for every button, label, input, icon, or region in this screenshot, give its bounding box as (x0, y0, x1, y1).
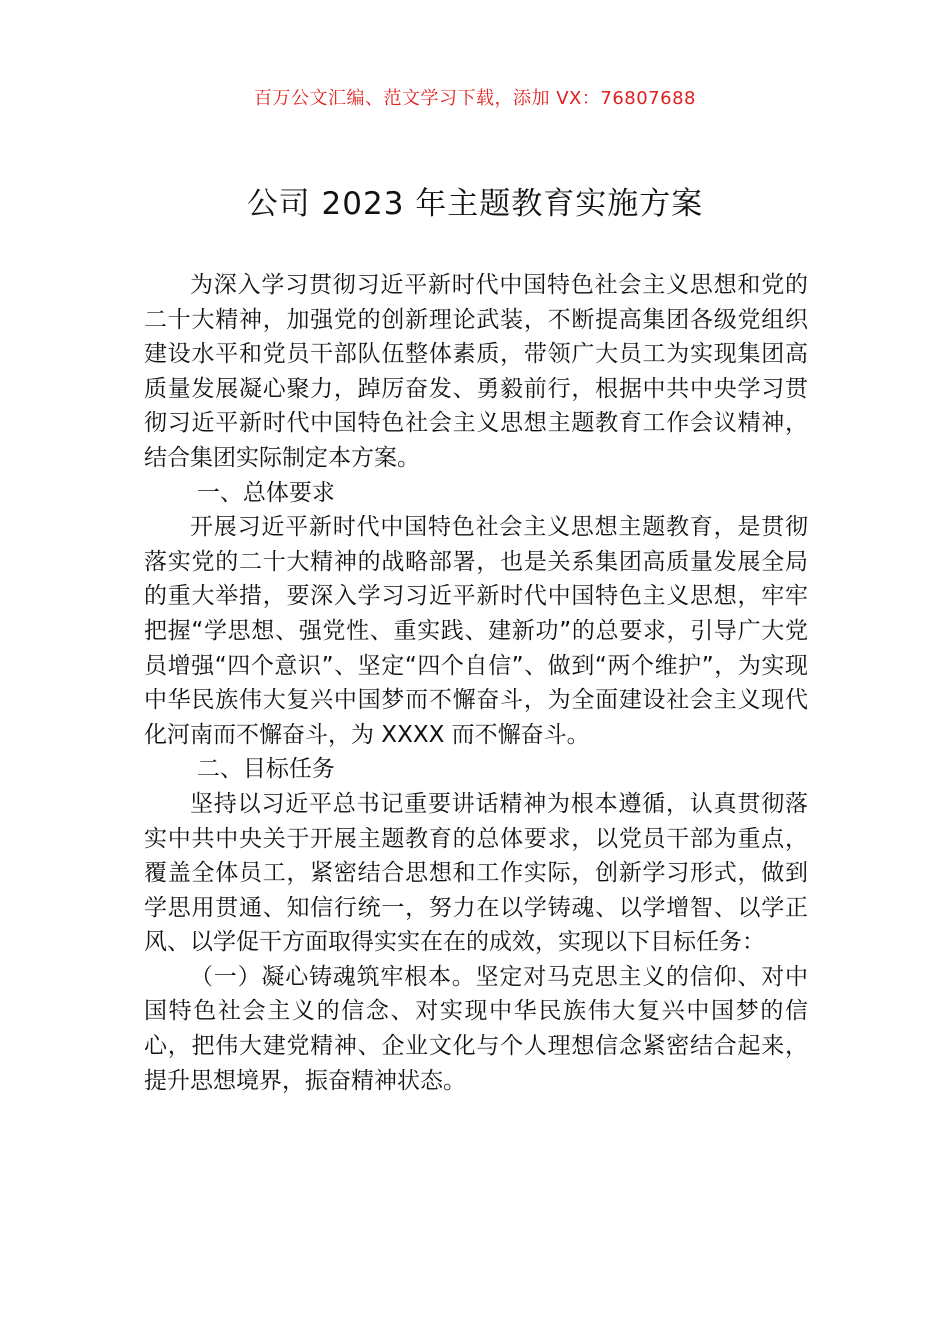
section-heading-goals-tasks: 二、目标任务 (196, 756, 335, 783)
intro-paragraph: 为深入学习贯彻习近平新时代中国特色社会主义思想和党的二十大精神，加强党的创新理论武装，不断提高集团各级党组织建设水平和党员干部队伍整体素质，带领广大员工为实现集团高质量发展凝心聚力，踔厉奋发、勇毅前行，根据中共中央学习贯彻习近平新时代中国特色社会主义思想主题教育工作会议精神，结合集团实际制定本方案。 (144, 272, 808, 471)
document-title: 公司 2023 年主题教育实施方案 (246, 186, 704, 222)
section-heading-general-requirements: 一、总体要求 (196, 479, 335, 506)
watermark-banner: 百万公文汇编、范文学习下载，添加 VX：76807688 (254, 88, 696, 109)
general-requirements-paragraph: 开展习近平新时代中国特色社会主义思想主题教育，是贯彻落实党的二十大精神的战略部署，也是关系集团高质量发展全局的重大举措，要深入学习习近平新时代中国特色主义思想，牢牢把握“学思想、强党性、重实践、建新功”的总要求，引导广大党员增强“四个意识”、坚定“四个自信”、做到“两个维护”，为实现中华民族伟大复兴中国梦而不懈奋斗，为全面建设社会主义现代化河南而不懈奋斗，为 XXXX 而不懈奋斗。 (144, 514, 808, 748)
goal-item-1-paragraph: （一）凝心铸魂筑牢根本。坚定对马克思主义的信仰、对中国特色社会主义的信念、对实现中华民族伟大复兴中国梦的信心，把伟大建党精神、企业文化与个人理想信念紧密结合起来，提升思想境界，振奋精神状态。 (144, 963, 808, 1094)
goals-tasks-paragraph: 坚持以习近平总书记重要讲话精神为根本遵循，认真贯彻落实中共中央关于开展主题教育的总体要求，以党员干部为重点，覆盖全体员工，紧密结合思想和工作实际，创新学习形式，做到学思用贯通、知信行统一，努力在以学铸魂、以学增智、以学正风、以学促干方面取得实实在在的成效，实现以下目标任务： (144, 790, 808, 956)
document-body (144, 268, 808, 1098)
